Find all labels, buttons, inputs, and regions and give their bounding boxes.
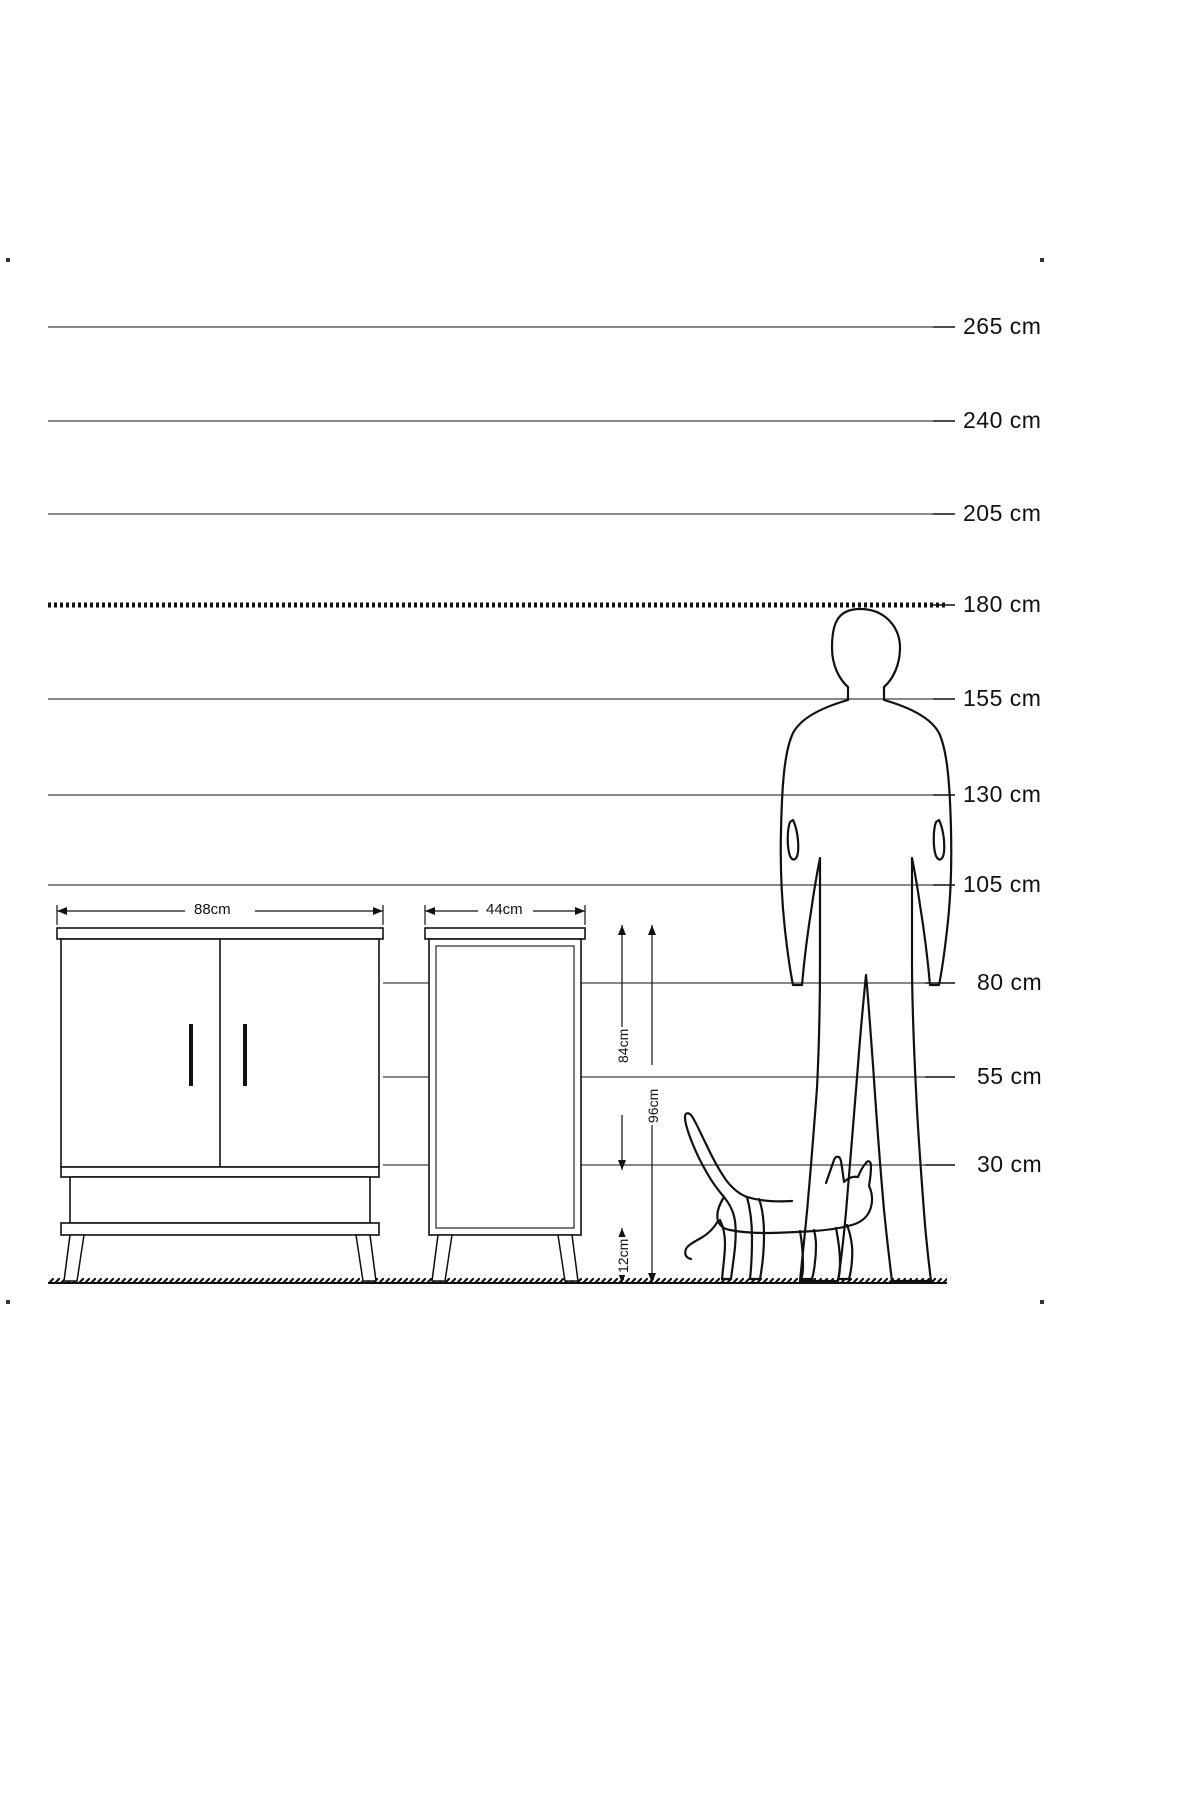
height-label-84cm: 84cm	[615, 1028, 631, 1063]
two-door-cabinet	[57, 928, 383, 1281]
scale-label-105: 105 cm	[963, 871, 1042, 897]
height-label-12cm: 12cm	[615, 1238, 631, 1273]
scale-tick-stubs	[925, 327, 955, 1165]
width-label-44cm: 44cm	[483, 901, 526, 918]
width-label-88cm: 88cm	[191, 901, 234, 918]
human-silhouette	[781, 609, 952, 1281]
scale-label-80: 80 cm	[977, 969, 1043, 995]
scale-label-155: 155 cm	[963, 685, 1042, 711]
single-door-cabinet	[425, 928, 585, 1281]
height-label-96cm: 96cm	[645, 1088, 661, 1123]
scale-label-130: 130 cm	[963, 781, 1042, 807]
scale-label-205: 205 cm	[963, 500, 1042, 526]
corner-tick-bottom-left	[6, 1300, 10, 1304]
corner-tick-top-left	[6, 258, 10, 262]
scale-label-180: 180 cm	[963, 591, 1042, 617]
scale-label-30: 30 cm	[977, 1151, 1043, 1177]
corner-tick-bottom-right	[1040, 1300, 1044, 1304]
scale-label-240: 240 cm	[963, 407, 1042, 433]
cat-silhouette	[685, 1113, 872, 1279]
corner-tick-top-right	[1040, 258, 1044, 262]
scale-label-55: 55 cm	[977, 1063, 1043, 1089]
scale-label-265: 265 cm	[963, 313, 1042, 339]
